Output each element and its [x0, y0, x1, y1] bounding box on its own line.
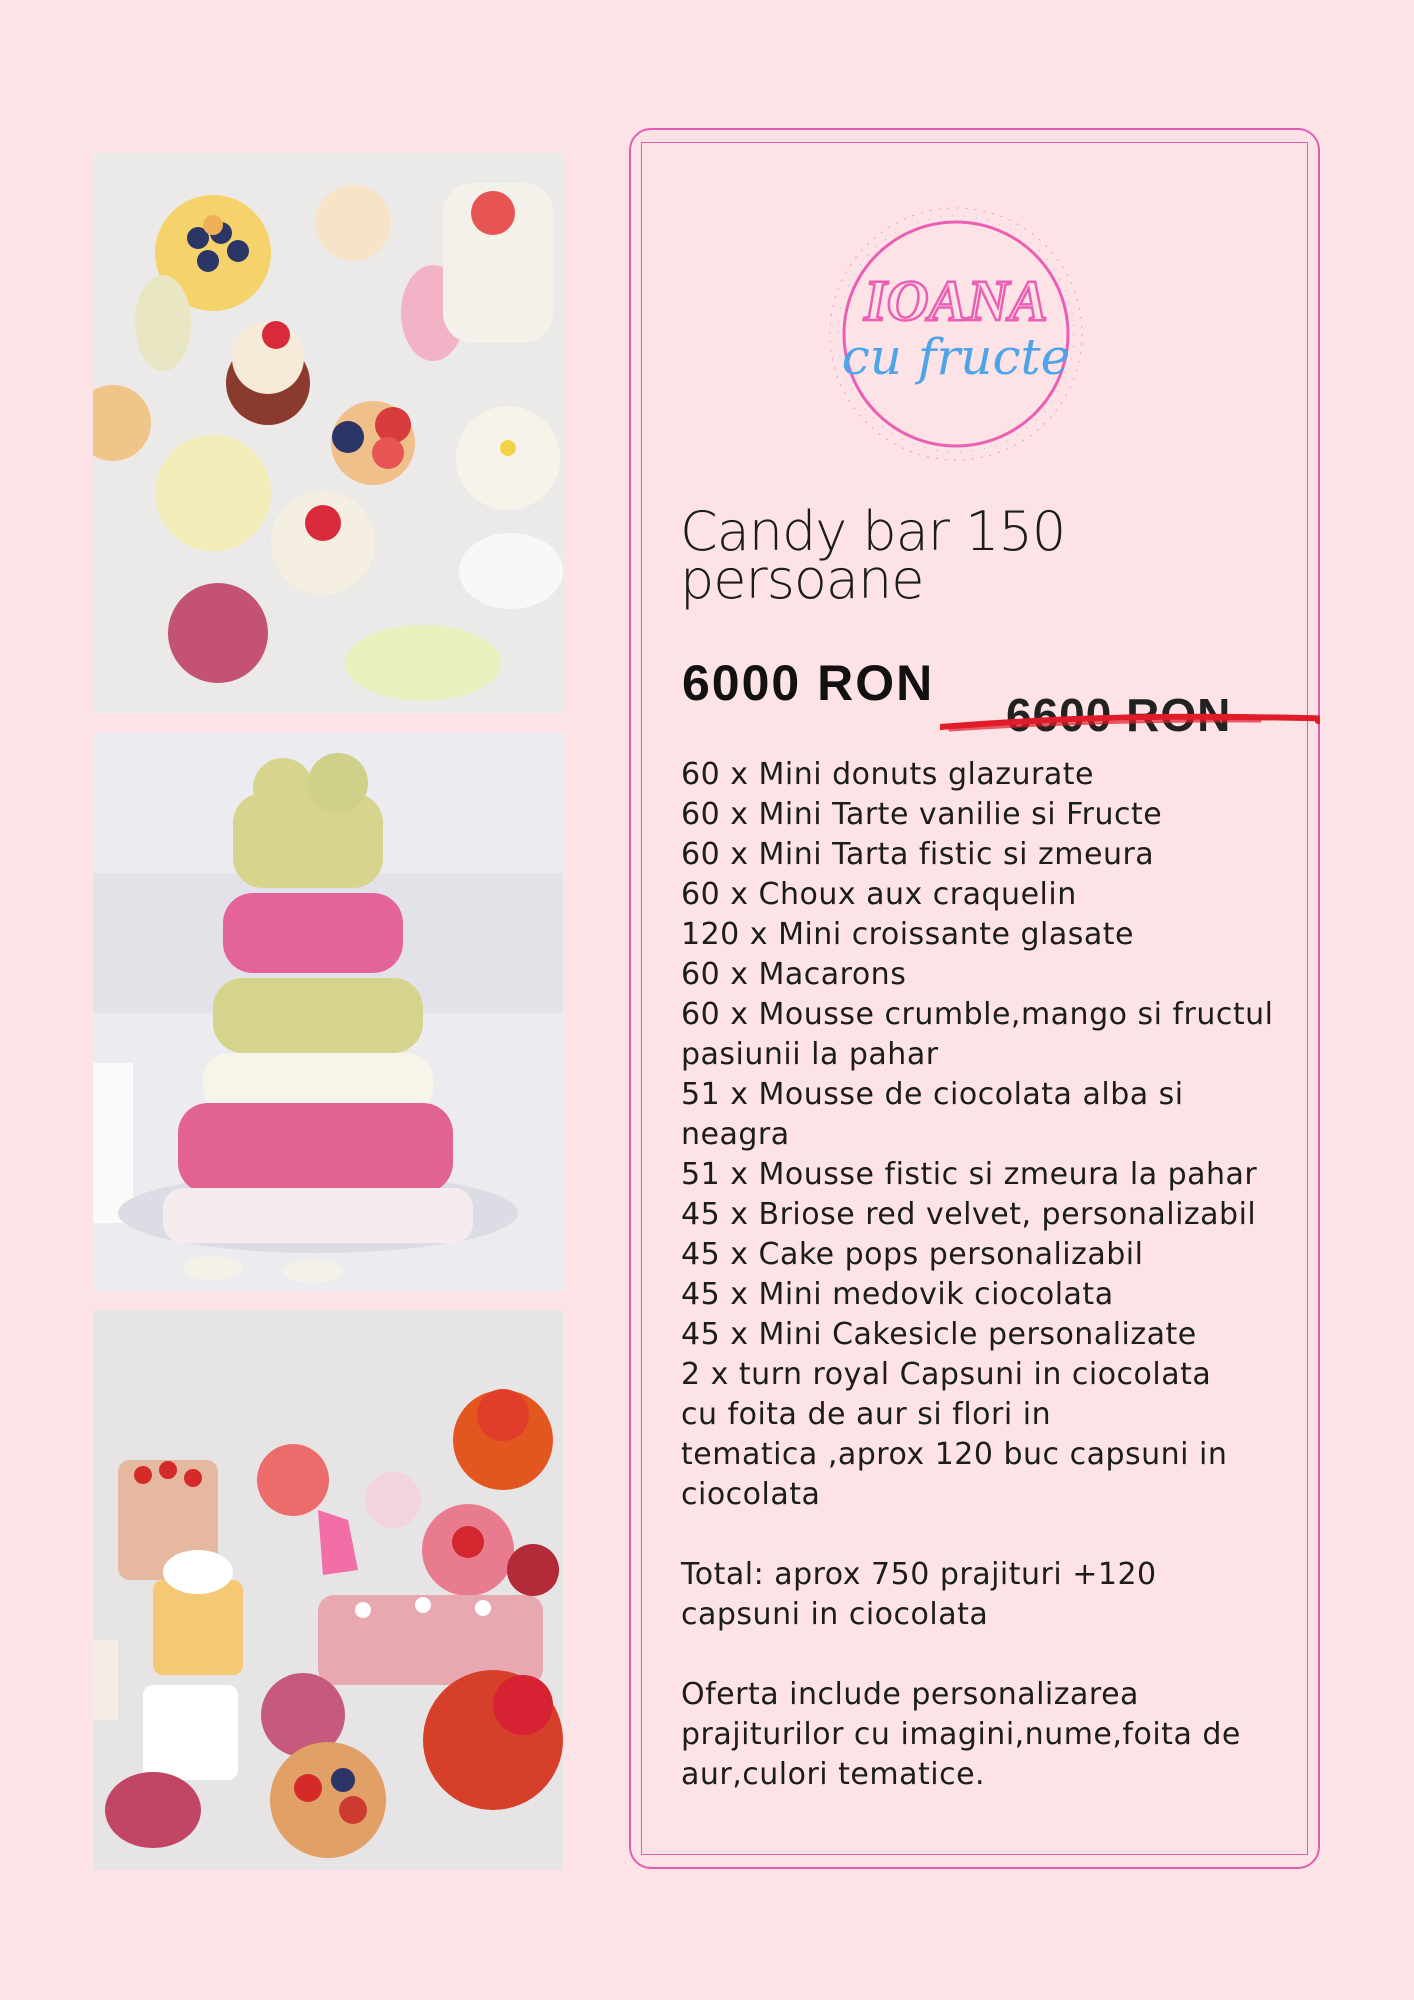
list-item: ciocolata: [681, 1477, 821, 1512]
title-line-2: persoane: [680, 548, 924, 611]
list-item: 45 x Mini Cakesicle personalizate: [681, 1317, 1197, 1352]
items-list: [681, 755, 1281, 1515]
list-item: 45 x Cake pops personalizabil: [681, 1237, 1144, 1272]
list-item: 2 x turn royal Capsuni in ciocolata: [681, 1357, 1212, 1392]
list-item: neagra: [681, 1117, 790, 1152]
offer-note: [681, 1675, 1281, 1795]
page-title: [680, 500, 1240, 611]
list-item: cu foita de aur si flori in: [681, 1397, 1052, 1432]
strikethrough-mark: [940, 707, 1320, 737]
list-item: 60 x Mini Tarte vanilie si Fructe: [681, 797, 1163, 832]
offer-line-1: Oferta include personalizarea: [681, 1677, 1139, 1712]
total-summary: [681, 1555, 1281, 1635]
pastry-photo-top: [93, 153, 563, 713]
current-price: 6000 RON: [682, 655, 935, 711]
logo-text-ioana: IOANA: [864, 268, 1048, 333]
list-item: 60 x Macarons: [681, 957, 907, 992]
list-item: 45 x Briose red velvet, personalizabil: [681, 1197, 1257, 1232]
list-item: 120 x Mini croissante glasate: [681, 917, 1134, 952]
total-line-2: capsuni in ciocolata: [681, 1597, 989, 1632]
list-item: pasiunii la pahar: [681, 1037, 939, 1072]
offer-line-3: aur,culori tematice.: [681, 1757, 986, 1792]
list-item: tematica ,aprox 120 buc capsuni in: [681, 1437, 1228, 1472]
total-line-1: Total: aprox 750 prajituri +120: [681, 1557, 1157, 1592]
list-item: 51 x Mousse de ciocolata alba si: [681, 1077, 1184, 1112]
list-item: 51 x Mousse fistic si zmeura la pahar: [681, 1157, 1258, 1192]
macaron-tower-photo: [93, 733, 563, 1291]
logo-text-cu-fructe: cu fructe: [841, 328, 1071, 386]
offer-line-2: prajiturilor cu imagini,nume,foita de: [681, 1717, 1241, 1752]
list-item: 45 x Mini medovik ciocolata: [681, 1277, 1114, 1312]
list-item: 60 x Choux aux craquelin: [681, 877, 1077, 912]
old-price: 6600 RON: [1006, 689, 1232, 741]
list-item: 60 x Mousse crumble,mango si fructul: [681, 997, 1274, 1032]
list-item: 60 x Mini Tarta fistic si zmeura: [681, 837, 1155, 872]
list-item: 60 x Mini donuts glazurate: [681, 757, 1094, 792]
desserts-photo-bottom: [93, 1310, 563, 1870]
title-line-1: Candy bar 150: [680, 500, 1066, 563]
brand-logo: [806, 182, 1106, 482]
